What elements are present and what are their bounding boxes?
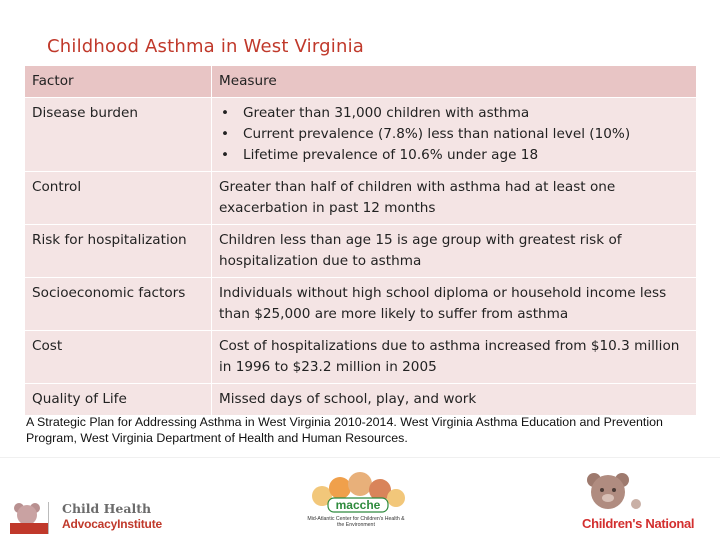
table-row — [25, 278, 697, 331]
measure-cell: Missed days of school, play, and work — [212, 384, 697, 416]
bullet-list — [219, 103, 690, 166]
asthma-table — [24, 65, 697, 416]
header-measure: Measure — [212, 66, 697, 98]
measure-cell: Individuals without high school diploma or household income less than $25,000 are more likely to suffer from asthma — [212, 278, 697, 331]
table-row — [25, 225, 697, 278]
table-header-row — [25, 66, 697, 98]
list-item: • Current prevalence (7.8%) less than national level (10%) — [219, 124, 690, 145]
factor-cell: Socioeconomic factors — [25, 278, 212, 331]
measure-cell: Greater than half of children with asthma had at least one exacerbation in past 12 months — [212, 172, 697, 225]
factor-cell: Disease burden — [25, 98, 212, 172]
chai-logo-line2: AdvocacyInstitute — [62, 517, 162, 531]
factor-cell: Quality of Life — [25, 384, 212, 416]
macche-name: macche — [335, 498, 381, 512]
childrens-national-logo — [578, 470, 708, 538]
chai-logo-line1: Child Health — [62, 501, 152, 516]
header-factor: Factor — [25, 66, 212, 98]
bear-icon — [578, 470, 648, 514]
table-row — [25, 384, 697, 416]
children-faces-icon — [300, 468, 412, 516]
table-row — [25, 331, 697, 384]
factor-cell: Control — [25, 172, 212, 225]
list-item: • Lifetime prevalence of 10.6% under age 18 — [219, 145, 690, 166]
list-item: • Greater than 31,000 children with asthma — [219, 103, 690, 124]
measure-cell — [212, 98, 697, 172]
measure-cell: Children less than age 15 is age group with greatest risk of hospitalization due to asthma — [212, 225, 697, 278]
factor-cell: Risk for hospitalization — [25, 225, 212, 278]
chai-bear-icon — [6, 498, 56, 536]
factor-cell: Cost — [25, 331, 212, 384]
measure-cell: Cost of hospitalizations due to asthma increased from $10.3 million in 1996 to $23.2 million in 2005 — [212, 331, 697, 384]
footer-logos — [0, 457, 720, 540]
table-row — [25, 172, 697, 225]
table-row — [25, 98, 697, 172]
macche-logo — [300, 468, 412, 538]
chai-logo — [6, 498, 196, 538]
childrens-national-name: Children's National — [582, 516, 695, 531]
citation: A Strategic Plan for Addressing Asthma in West Virginia 2010-2014. West Virginia Asthma Education and Prevention Program, West Virginia Department of Health and Human Resources. — [26, 415, 663, 445]
macche-subtitle: Mid-Atlantic Center for Children's Health & the Environment — [307, 516, 405, 528]
page-title: Childhood Asthma in West Virginia — [47, 36, 365, 57]
